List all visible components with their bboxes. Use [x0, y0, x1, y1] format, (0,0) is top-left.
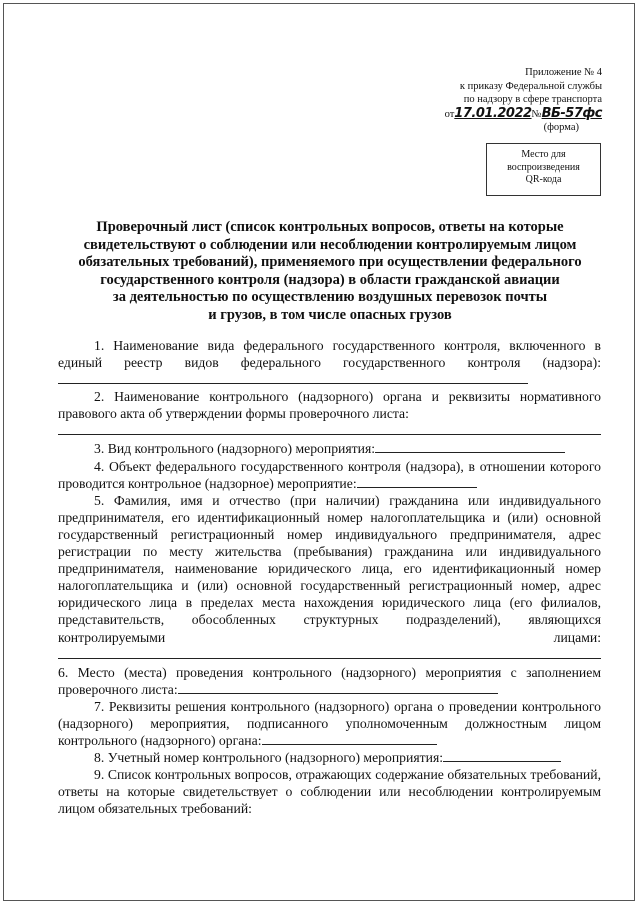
order-line-1: к приказу Федеральной службы: [459, 80, 602, 92]
title-line-3: обязательных требований), применяемого при осуществлении федерального: [78, 254, 582, 271]
appendix-number: Приложение № 4: [525, 67, 602, 78]
item-3-blank: [375, 440, 565, 453]
item-3-text: 3. Вид контрольного (надзорного) мероприятия:: [94, 441, 376, 457]
item-4: [58, 458, 601, 492]
qr-line-3: QR-кода: [525, 174, 562, 185]
item-1-text: 1. Наименование вида федерального государственного контроля, включенного в единый реестр видов федерального государственного контроля (надзора):: [58, 338, 601, 371]
form-label: (форма): [543, 122, 579, 134]
item-5: 5. Фамилия, имя и отчество (при наличии) гражданина или индивидуального предпринимателя, его идентификационный номер налогоплательщика и (или) основной государственный регистрационный номер индивидуального предпринимателя, адрес регистрации по месту жительства (пребывания) гражданина или индивидуального предпринимателя, наименование юридического лица, его идентификационный номер налогоплательщика и (или) основной государственный регистрационный номер, адрес юридического лица в пределах места нахождения юридического лица (его филиалов, представительств, обособленных структурных подразделений), являющихся контролируемыми лицами:: [58, 492, 601, 645]
order-line-2: по надзору в сфере транспорта: [463, 94, 602, 106]
qr-code-placeholder: [486, 143, 601, 196]
item-2: 2. Наименование контрольного (надзорного) органа и реквизиты нормативного правового акта об утверждении формы проверочного листа:: [58, 389, 601, 422]
item-8-blank: [443, 749, 561, 762]
item-6-blank: [178, 681, 498, 694]
checklist-body: [58, 337, 601, 817]
item-6-text: 6. Место (места) проведения контрольного (надзорного) мероприятия с заполнением проверочного листа:: [58, 664, 601, 697]
number-prefix: №: [531, 108, 542, 120]
title-line-4: государственного контроля (надзора) в области гражданской авиации: [100, 271, 560, 288]
title-line-5: за деятельностью по осуществлению воздушных перевозок почты: [112, 289, 548, 306]
qr-line-1: Место для: [521, 149, 566, 160]
item-8: [58, 749, 601, 766]
item-7: [58, 698, 601, 749]
item-7-text: 7. Реквизиты решения контрольного (надзорного) органа о проведении контрольного (надзорного) мероприятия, подписанного уполномоченным должностным лицом контрольного (надзорного) органа:: [58, 698, 601, 748]
order-date-number: [422, 107, 602, 122]
item-5-blank: [58, 646, 601, 659]
document-title: [60, 219, 600, 325]
item-7-blank: [262, 732, 437, 745]
title-line-6: и грузов, в том числе опасных грузов: [208, 306, 452, 323]
item-1-blank: [58, 371, 528, 384]
item-4-blank: [357, 475, 477, 488]
item-2-blank: [58, 422, 601, 435]
item-4-text: 4. Объект федерального государственного контроля (надзора), в отношении которого проводится контрольное (надзорное) мероприятие:: [58, 458, 601, 491]
qr-line-2: воспроизведения: [507, 161, 580, 173]
item-8-text: 8. Учетный номер контрольного (надзорного) мероприятия:: [94, 750, 444, 766]
handwritten-date: 17.01.2022: [454, 105, 532, 121]
item-6: [58, 664, 601, 698]
appendix-header: [422, 66, 602, 135]
item-3: [58, 440, 601, 457]
item-9: 9. Список контрольных вопросов, отражающих содержание обязательных требований, ответы на которые свидетельствует о соблюдении или несоблюдении контролируемым лицом обязательных требований:: [58, 767, 601, 817]
item-1: [58, 337, 601, 388]
from-prefix: от: [444, 108, 455, 120]
title-line-2: свидетельствуют о соблюдении или несоблюдении контролируемым лицом: [83, 236, 577, 253]
title-line-1: Проверочный лист (список контрольных вопросов, ответы на которые: [96, 219, 564, 235]
handwritten-number: ВБ-57фс: [541, 105, 602, 121]
